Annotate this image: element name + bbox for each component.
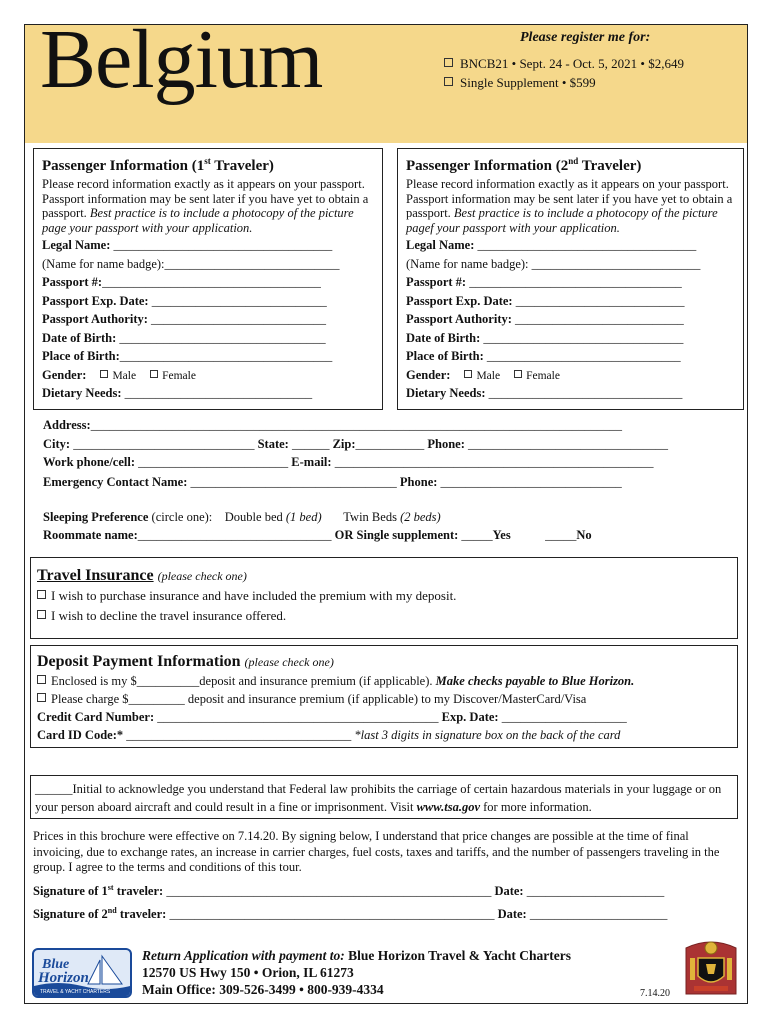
badge-name-field[interactable]: (Name for name badge): ___________________________: [406, 256, 701, 271]
gender-field[interactable]: Gender: Male Female: [406, 367, 560, 382]
section-heading: Passenger Information (2nd Traveler): [406, 156, 642, 174]
insurance-purchase-option[interactable]: I wish to purchase insurance and have included the premium with my deposit.: [37, 586, 731, 606]
terms-text: Prices in this brochure were effective on 7.14.20. By signing below, I understand that price changes are possible at the time of final invoicing, due to exchange rates, an increase in carrier charges, fuel costs, taxes and tariffs, and the number of passengers traveling in the group. I agree to the terms and conditions of this tour.: [33, 829, 720, 874]
card-id-field[interactable]: Card ID Code:* ____________________________________ *last 3 digits in signature box on the back of the card: [37, 728, 621, 742]
passenger-2-section: [397, 148, 744, 410]
initial-field[interactable]: ______: [35, 782, 73, 796]
birthplace-field[interactable]: Place of Birth:__________________________________: [42, 349, 333, 363]
legal-name-field[interactable]: Legal Name: ___________________________________: [42, 238, 333, 252]
legal-name-field[interactable]: Legal Name: ___________________________________: [406, 238, 697, 252]
charge-option[interactable]: Please charge $_________ deposit and insurance premium (if applicable) to my Discover/MasterCard/Visa: [37, 690, 731, 708]
insurance-decline-option[interactable]: I wish to decline the travel insurance offered.: [37, 606, 731, 626]
birthplace-field[interactable]: Place of Birth: _______________________________: [406, 349, 681, 363]
checkbox[interactable]: [37, 693, 46, 702]
belgium-coat-of-arms-icon: [680, 938, 742, 1000]
svg-text:TRAVEL & YACHT CHARTERS: TRAVEL & YACHT CHARTERS: [40, 989, 111, 995]
signature-1-field[interactable]: Signature of 1st traveler: ____________________________________________________ Date: ______________________: [33, 883, 665, 899]
female-checkbox[interactable]: [514, 370, 522, 378]
passport-exp-field[interactable]: Passport Exp. Date: ____________________________: [42, 293, 327, 308]
deposit-payment-section: [30, 645, 738, 748]
hazmat-notice: ______Initial to acknowledge you understand that Federal law prohibits the carriage of certain hazardous materials in your luggage or on your person aboard aircraft and could result in a fine or imprisonment. Visit www.tsa.gov for more information.: [30, 775, 738, 819]
svg-text:Blue: Blue: [42, 957, 70, 972]
register-label: Please register me for:: [520, 30, 651, 45]
company-address: 12570 US Hwy 150 • Orion, IL 61273: [142, 965, 354, 980]
instructions: Please record information exactly as it appears on your passport. Passport information may be sent later if you have yet to obtain a passport. Best practice is to include a photocopy of the picture pagef your passport with your application.: [406, 177, 733, 235]
checkbox[interactable]: [37, 590, 46, 599]
badge-name-field[interactable]: (Name for name badge):____________________________: [42, 256, 340, 271]
dob-field[interactable]: Date of Birth: _________________________________: [42, 330, 326, 345]
page-title: Belgium: [40, 13, 323, 106]
roommate-field[interactable]: Roommate name:_______________________________ OR Single supplement: _____Yes _____No: [43, 528, 592, 542]
option-bncb21[interactable]: BNCB21 • Sept. 24 - Oct. 5, 2021 • $2,649: [444, 56, 684, 72]
passport-authority-field[interactable]: Passport Authority: ____________________________: [42, 312, 327, 326]
return-line: Return Application with payment to: Blue Horizon Travel & Yacht Charters: [142, 948, 571, 963]
blue-horizon-logo: [32, 948, 132, 998]
male-checkbox[interactable]: [100, 370, 108, 378]
dietary-field[interactable]: Dietary Needs: ______________________________: [42, 386, 313, 400]
gender-field[interactable]: Gender: Male Female: [42, 367, 196, 382]
passport-number-field[interactable]: Passport #:___________________________________: [42, 275, 321, 289]
passport-number-field[interactable]: Passport #: __________________________________: [406, 275, 682, 289]
svg-text:Horizon: Horizon: [38, 970, 89, 986]
option-single-supplement[interactable]: Single Supplement • $599: [444, 75, 596, 91]
dob-field[interactable]: Date of Birth: ________________________________: [406, 330, 684, 345]
instructions: Please record information exactly as it appears on your passport. Passport information may be sent later if you have yet to obtain a passport. Best practice is to include a photocopy of the picture page your passport with your application.: [42, 177, 369, 235]
travel-insurance-section: [30, 557, 738, 639]
section-heading: Passenger Information (1st Traveler): [42, 156, 274, 174]
passport-exp-field[interactable]: Passport Exp. Date: ___________________________: [406, 293, 685, 308]
checkbox[interactable]: [37, 675, 46, 684]
section-heading: Deposit Payment Information (please check one): [37, 653, 334, 670]
enclosed-option[interactable]: Enclosed is my $__________deposit and insurance premium (if applicable). Make checks payable to Blue Horizon.: [37, 672, 731, 690]
city-state-zip-phone[interactable]: City: _____________________________ State: ______ Zip:___________ Phone: ________________________________: [43, 437, 669, 451]
signature-2-field[interactable]: Signature of 2nd traveler: ____________________________________________________ Date: ______________________: [33, 906, 668, 922]
checkbox[interactable]: [444, 58, 453, 67]
emergency-contact[interactable]: Emergency Contact Name: _________________________________ Phone: _____________________________: [43, 475, 622, 489]
checkbox[interactable]: [444, 77, 453, 86]
dietary-field[interactable]: Dietary Needs: _______________________________: [406, 386, 683, 400]
section-heading: Travel Insurance (please check one): [37, 567, 247, 584]
passport-authority-field[interactable]: Passport Authority: ___________________________: [406, 312, 684, 326]
sleeping-preference[interactable]: Sleeping Preference (circle one): Double bed (1 bed) Twin Beds (2 beds): [43, 510, 441, 524]
work-phone-email[interactable]: Work phone/cell: ________________________ E-mail: ___________________________________________________: [43, 455, 654, 469]
passenger-1-section: [33, 148, 383, 410]
main-office-phone: Main Office: 309-526-3499 • 800-939-4334: [142, 982, 384, 997]
credit-card-field[interactable]: Credit Card Number: _____________________________________________ Exp. Date: ____________________: [37, 710, 627, 724]
address-field[interactable]: Address:_____________________________________________________________________________________: [43, 418, 622, 432]
male-checkbox[interactable]: [464, 370, 472, 378]
female-checkbox[interactable]: [150, 370, 158, 378]
checkbox[interactable]: [37, 610, 46, 619]
version-date: 7.14.20: [640, 988, 670, 999]
